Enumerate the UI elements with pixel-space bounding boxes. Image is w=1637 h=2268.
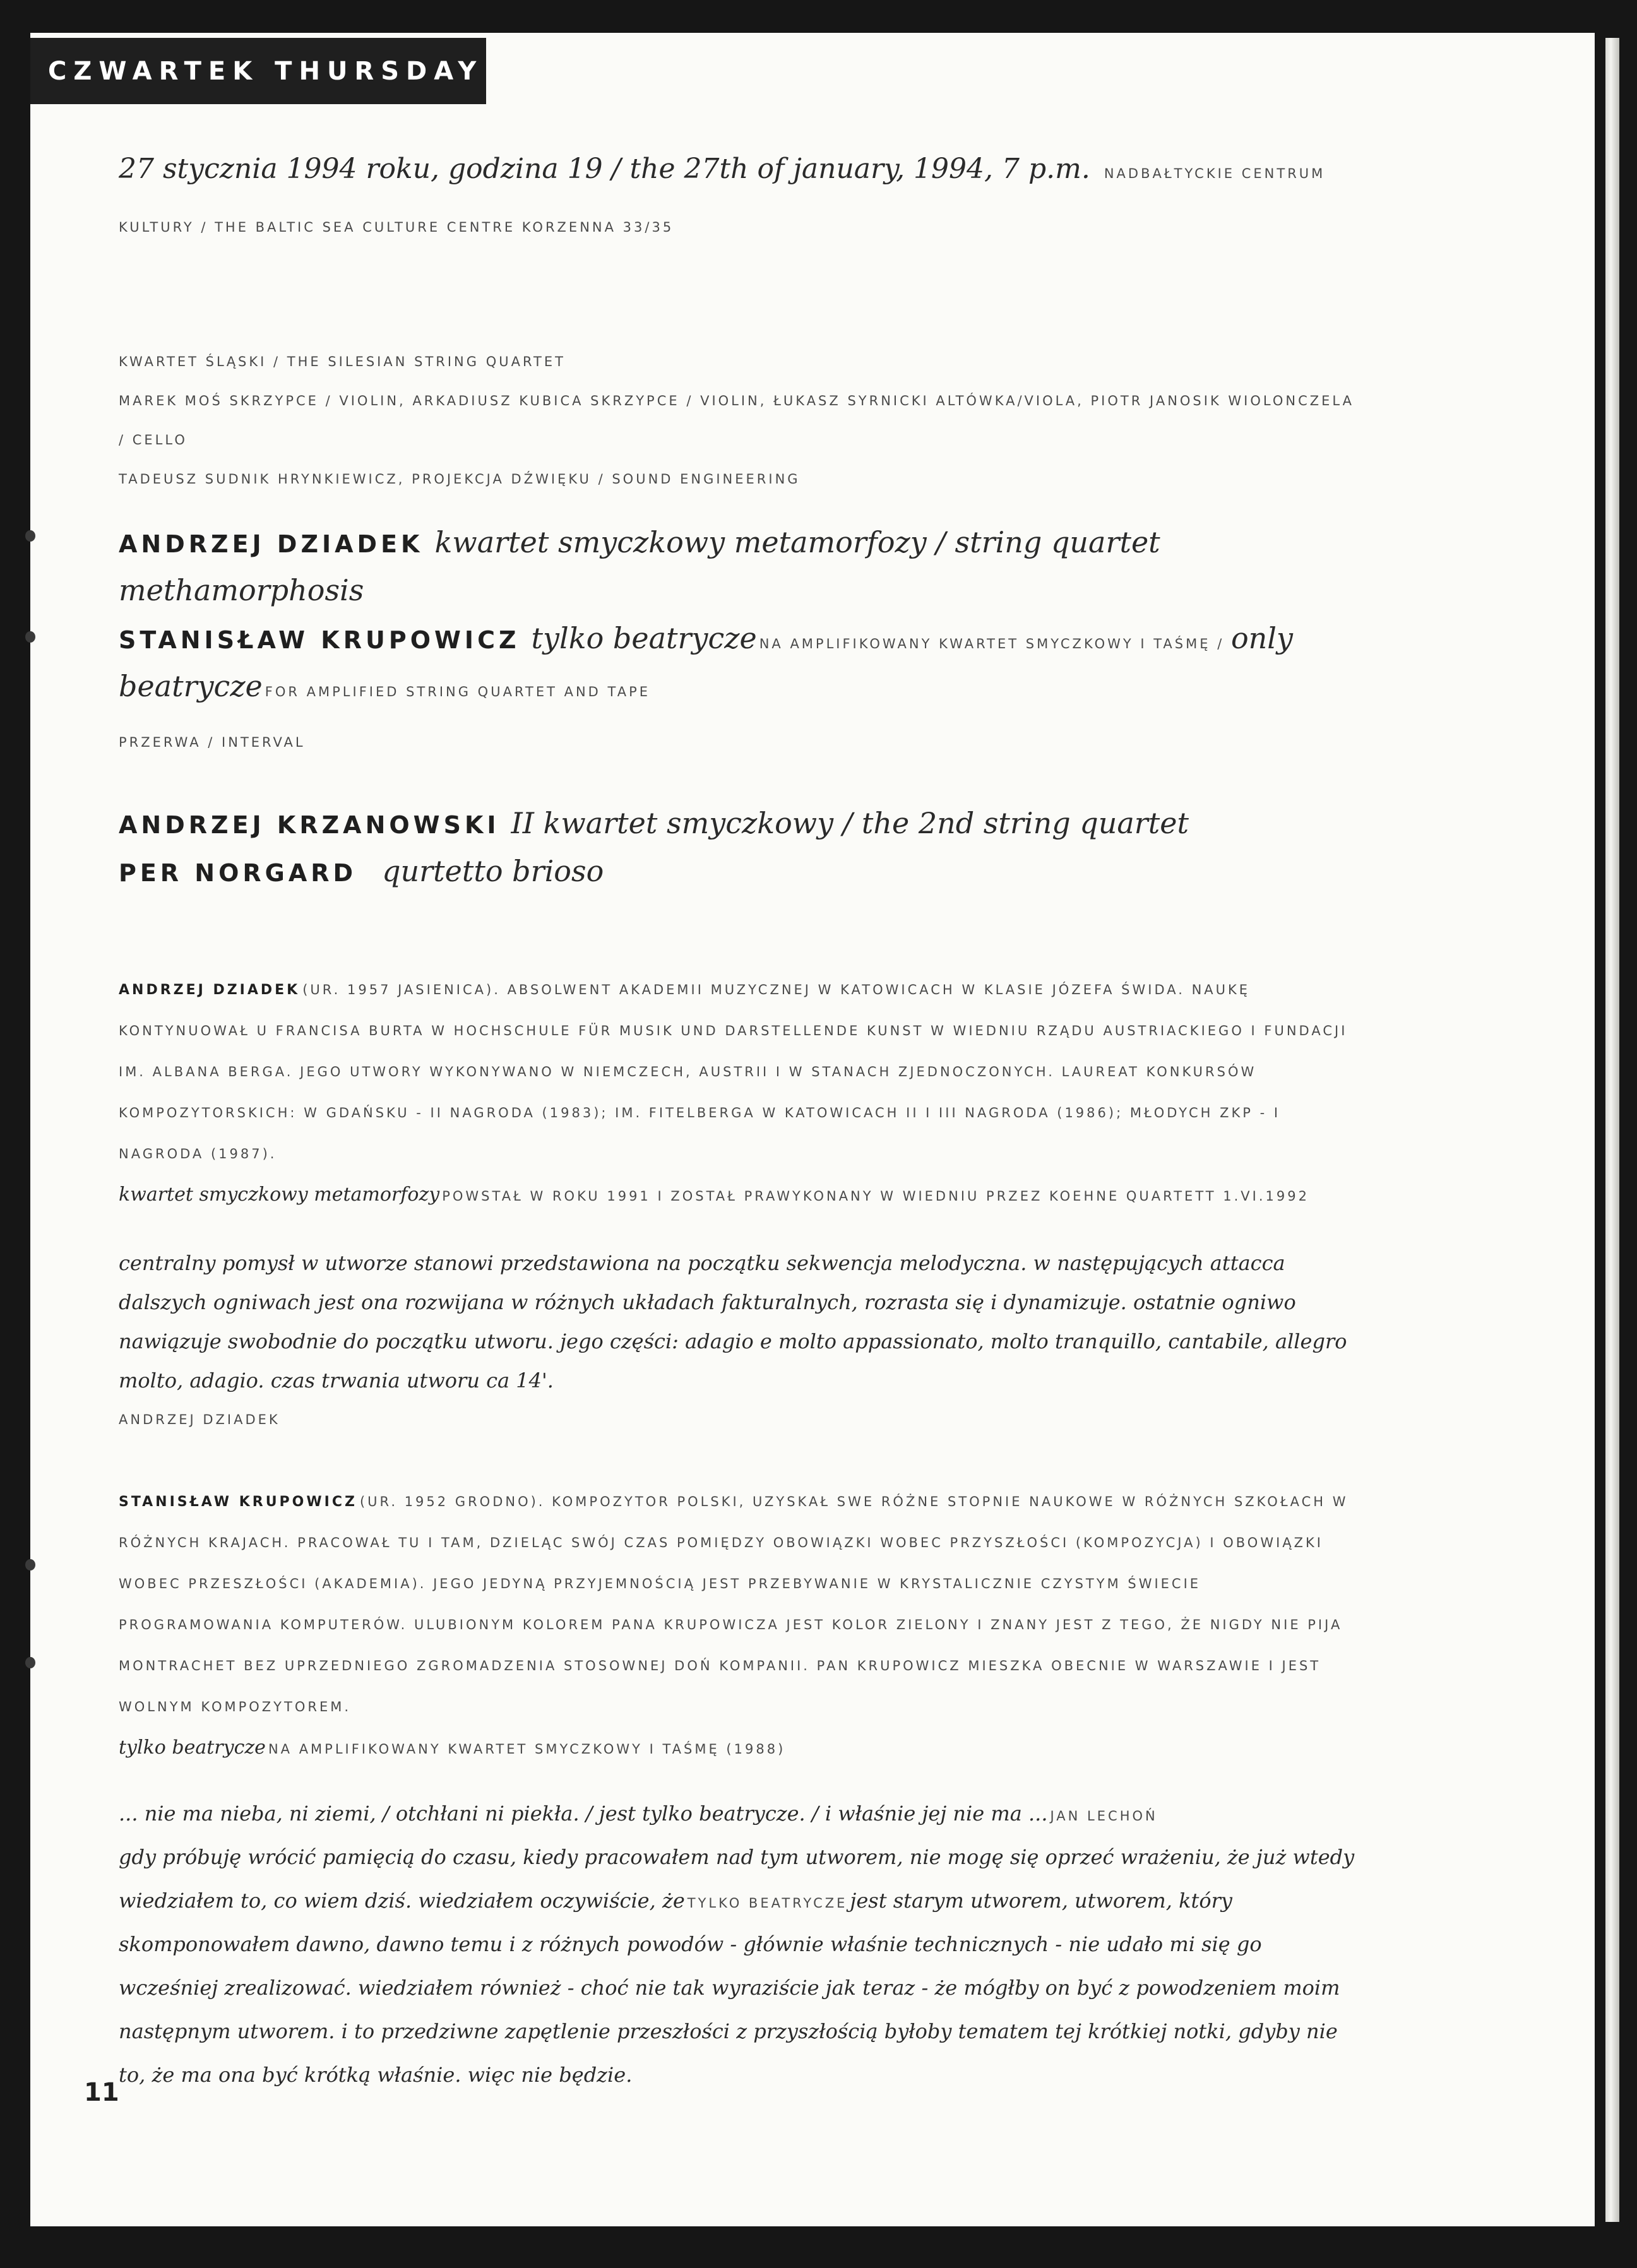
work-title: tylko beatrycze [531,621,757,655]
work-title: II kwartet smyczkowy / the 2nd string quartet [511,806,1189,840]
binding-hole [25,1559,35,1570]
work-title-caps: TYLKO BEATRYCZE [687,1896,848,1911]
date-polish: 27 stycznia 1994 roku, godzina 19 [119,153,603,185]
page-edge [1605,38,1619,2222]
description-krupowicz [119,1794,1356,2099]
ensemble-members: MAREK MOŚ SKRZYPCE / VIOLIN, ARKADIUSZ KUBICA SKRZYPCE / VIOLIN, ŁUKASZ SYRNICKI ALTÓWKA/VIOLA, PIOTR JANOSIK WIOLONCZELA / CELLO [119,393,1354,448]
description-dziadek [119,1244,1356,1439]
program-part-two [119,803,1356,899]
title-separator: / [1210,636,1231,651]
quote: ... nie ma nieba, ni ziemi, / otchłani ni piekła. / jest tylko beatrycze. / i właśnie jej nie ma ... [119,1802,1048,1826]
work-title: kwartet smyczkowy metamorfozy / string quartet methamorphosis [119,525,1160,607]
page-number: 11 [84,2078,119,2107]
bio-dziadek [119,970,1356,1218]
composer-name: ANDRZEJ DZIADEK [119,530,424,558]
bio-work-text: POWSTAŁ W ROKU 1991 I ZOSTAŁ PRAWYKONANY W WIEDNIU PRZEZ KOEHNE QUARTETT 1.VI.1992 [442,1189,1309,1204]
sound-engineering: TADEUSZ SUDNIK HRYNKIEWICZ, PROJEKCJA DŹWIĘKU / SOUND ENGINEERING [119,472,801,487]
work-instrumentation: NA AMPLIFIKOWANY KWARTET SMYCZKOWY I TAŚMĘ [759,636,1211,651]
program-item [119,851,1356,899]
bio-text: (UR. 1957 JASIENICA). ABSOLWENT AKADEMII MUZYCZNEJ W KATOWICACH W KLASIE JÓZEFA ŚWIDA. NAUKĘ KONTYNUOWAŁ U FRANCISA BURTA W HOCHSCHULE FÜR MUSIK UND DARSTELLENDE KUNST W WIEDNIU RZĄDU AUSTRIACKIEGO I FUNDACJI IM. ALBANA BERGA. JEGO UTWORY WYKONYWANO W NIEMCZECH, AUSTRII I W STANACH ZJEDNOCZONYCH. LAUREAT KONKURSÓW KOMPOZYTORSKICH: W GDAŃSKU - II NAGRODA (1983); IM. FITELBERGA W KATOWICACH II I III NAGRODA (1986); MŁODYCH ZKP - I NAGRODA (1987). [119,982,1348,1161]
ensemble: KWARTET ŚLĄSKI / THE SILESIAN STRING QUARTET [119,354,566,369]
description-signature: ANDRZEJ DZIADEK [119,1412,280,1427]
work-description: gdy próbuję wrócić pamięcią do czasu, kiedy pracowałem nad tym utworem, nie mogę się oprzeć wrażeniu, że już wtedy wiedziałem to, co wiem dziś. wiedziałem oczywiście, że [119,1845,1355,1913]
day-header: CZWARTEK THURSDAY [30,38,486,104]
program-item [119,803,1356,851]
work-title: qurtetto brioso [382,854,604,888]
bio-krupowicz [119,1482,1356,1771]
performers [119,342,1356,499]
bio-name: STANISŁAW KRUPOWICZ [119,1494,357,1510]
event-date [119,143,1356,255]
work-instrumentation-english: FOR AMPLIFIED STRING QUARTET AND TAPE [265,684,651,699]
work-description: centralny pomysł w utworze stanowi przedstawiona na początku sekwencja melodyczna. w następujących attacca dalszych ogniwach jest ona rozwijana w różnych układach fakturalnych, rozrasta się i dynamizuje. ostatnie ogniwo nawiązuje swobodnie do początku utworu. jego części: adagio e molto appassionato, molto tranquillo, cantabile, allegro molto, adagio. czas trwania utworu ca 14'. [119,1251,1347,1392]
bio-work-text: NA AMPLIFIKOWANY KWARTET SMYCZKOWY I TAŚMĘ (1988) [268,1742,786,1757]
work-title-english: only beatrycze [119,621,1293,703]
venue: NADBAŁTYCKIE CENTRUM KULTURY / THE BALTIC SEA CULTURE CENTRE KORZENNA 33/35 [119,166,1326,235]
binding-hole [25,530,35,542]
program-item [119,618,1356,714]
bio-work-title: kwartet smyczkowy metamorfozy [119,1184,440,1206]
date-separator: / [602,153,630,185]
interval: PRZERWA / INTERVAL [119,735,306,750]
bio-work-title: tylko beatrycze [119,1737,266,1759]
bio-name: ANDRZEJ DZIADEK [119,982,301,998]
quote-author: JAN LECHOŃ [1050,1808,1158,1824]
program-page [30,33,1595,2226]
program-part-one [119,522,1356,714]
composer-name: PER NORGARD [119,859,357,887]
binding-hole [25,631,35,643]
binding-hole [25,1657,35,1668]
program-item [119,522,1356,618]
date-english: the 27th of january, 1994, 7 p.m. [629,153,1090,185]
composer-name: ANDRZEJ KRZANOWSKI [119,811,500,839]
composer-name: STANISŁAW KRUPOWICZ [119,626,520,654]
bio-text: (UR. 1952 GRODNO). KOMPOZYTOR POLSKI, UZYSKAŁ SWE RÓŻNE STOPNIE NAUKOWE W RÓŻNYCH SZKOŁACH W RÓŻNYCH KRAJACH. PRACOWAŁ TU I TAM, DZIELĄC SWÓJ CZAS POMIĘDZY OBOWIĄZKI WOBEC PRZYSZŁOŚCI (KOMPOZYCJA) I OBOWIĄZKI WOBEC PRZESZŁOŚCI (AKADEMIA). JEGO JEDYNĄ PRZYJEMNOŚCIĄ JEST PRZEBYWANIE W KRYSTALICZNIE CZYSTYM ŚWIECIE PROGRAMOWANIA KOMPUTERÓW. ULUBIONYM KOLOREM PANA KRUPOWICZA JEST KOLOR ZIELONY I ZNANY JEST Z TEGO, ŻE NIGDY NIE PIJA MONTRACHET BEZ UPRZEDNIEGO ZGROMADZENIA STOSOWNEJ DOŃ KOMPANII. PAN KRUPOWICZ MIESZKA OBECNIE W WARSZAWIE I JEST WOLNYM KOMPOZYTOREM. [119,1494,1348,1714]
work-description-cont: jest starym utworem, utworem, który skomponowałem dawno, dawno temu i z różnych powodów - głównie właśnie technicznych - nie udało mi się go wcześniej zrealizować. wiedziałem również - choć nie tak wyraziście jak teraz - że mógłby on być z powodzeniem moim następnym utworem. i to przedziwne zapętlenie przeszłości z przyszłością byłoby tematem tej krótkiej notki, gdyby nie to, że ma ona być krótką właśnie. więc nie będzie. [119,1889,1340,2087]
